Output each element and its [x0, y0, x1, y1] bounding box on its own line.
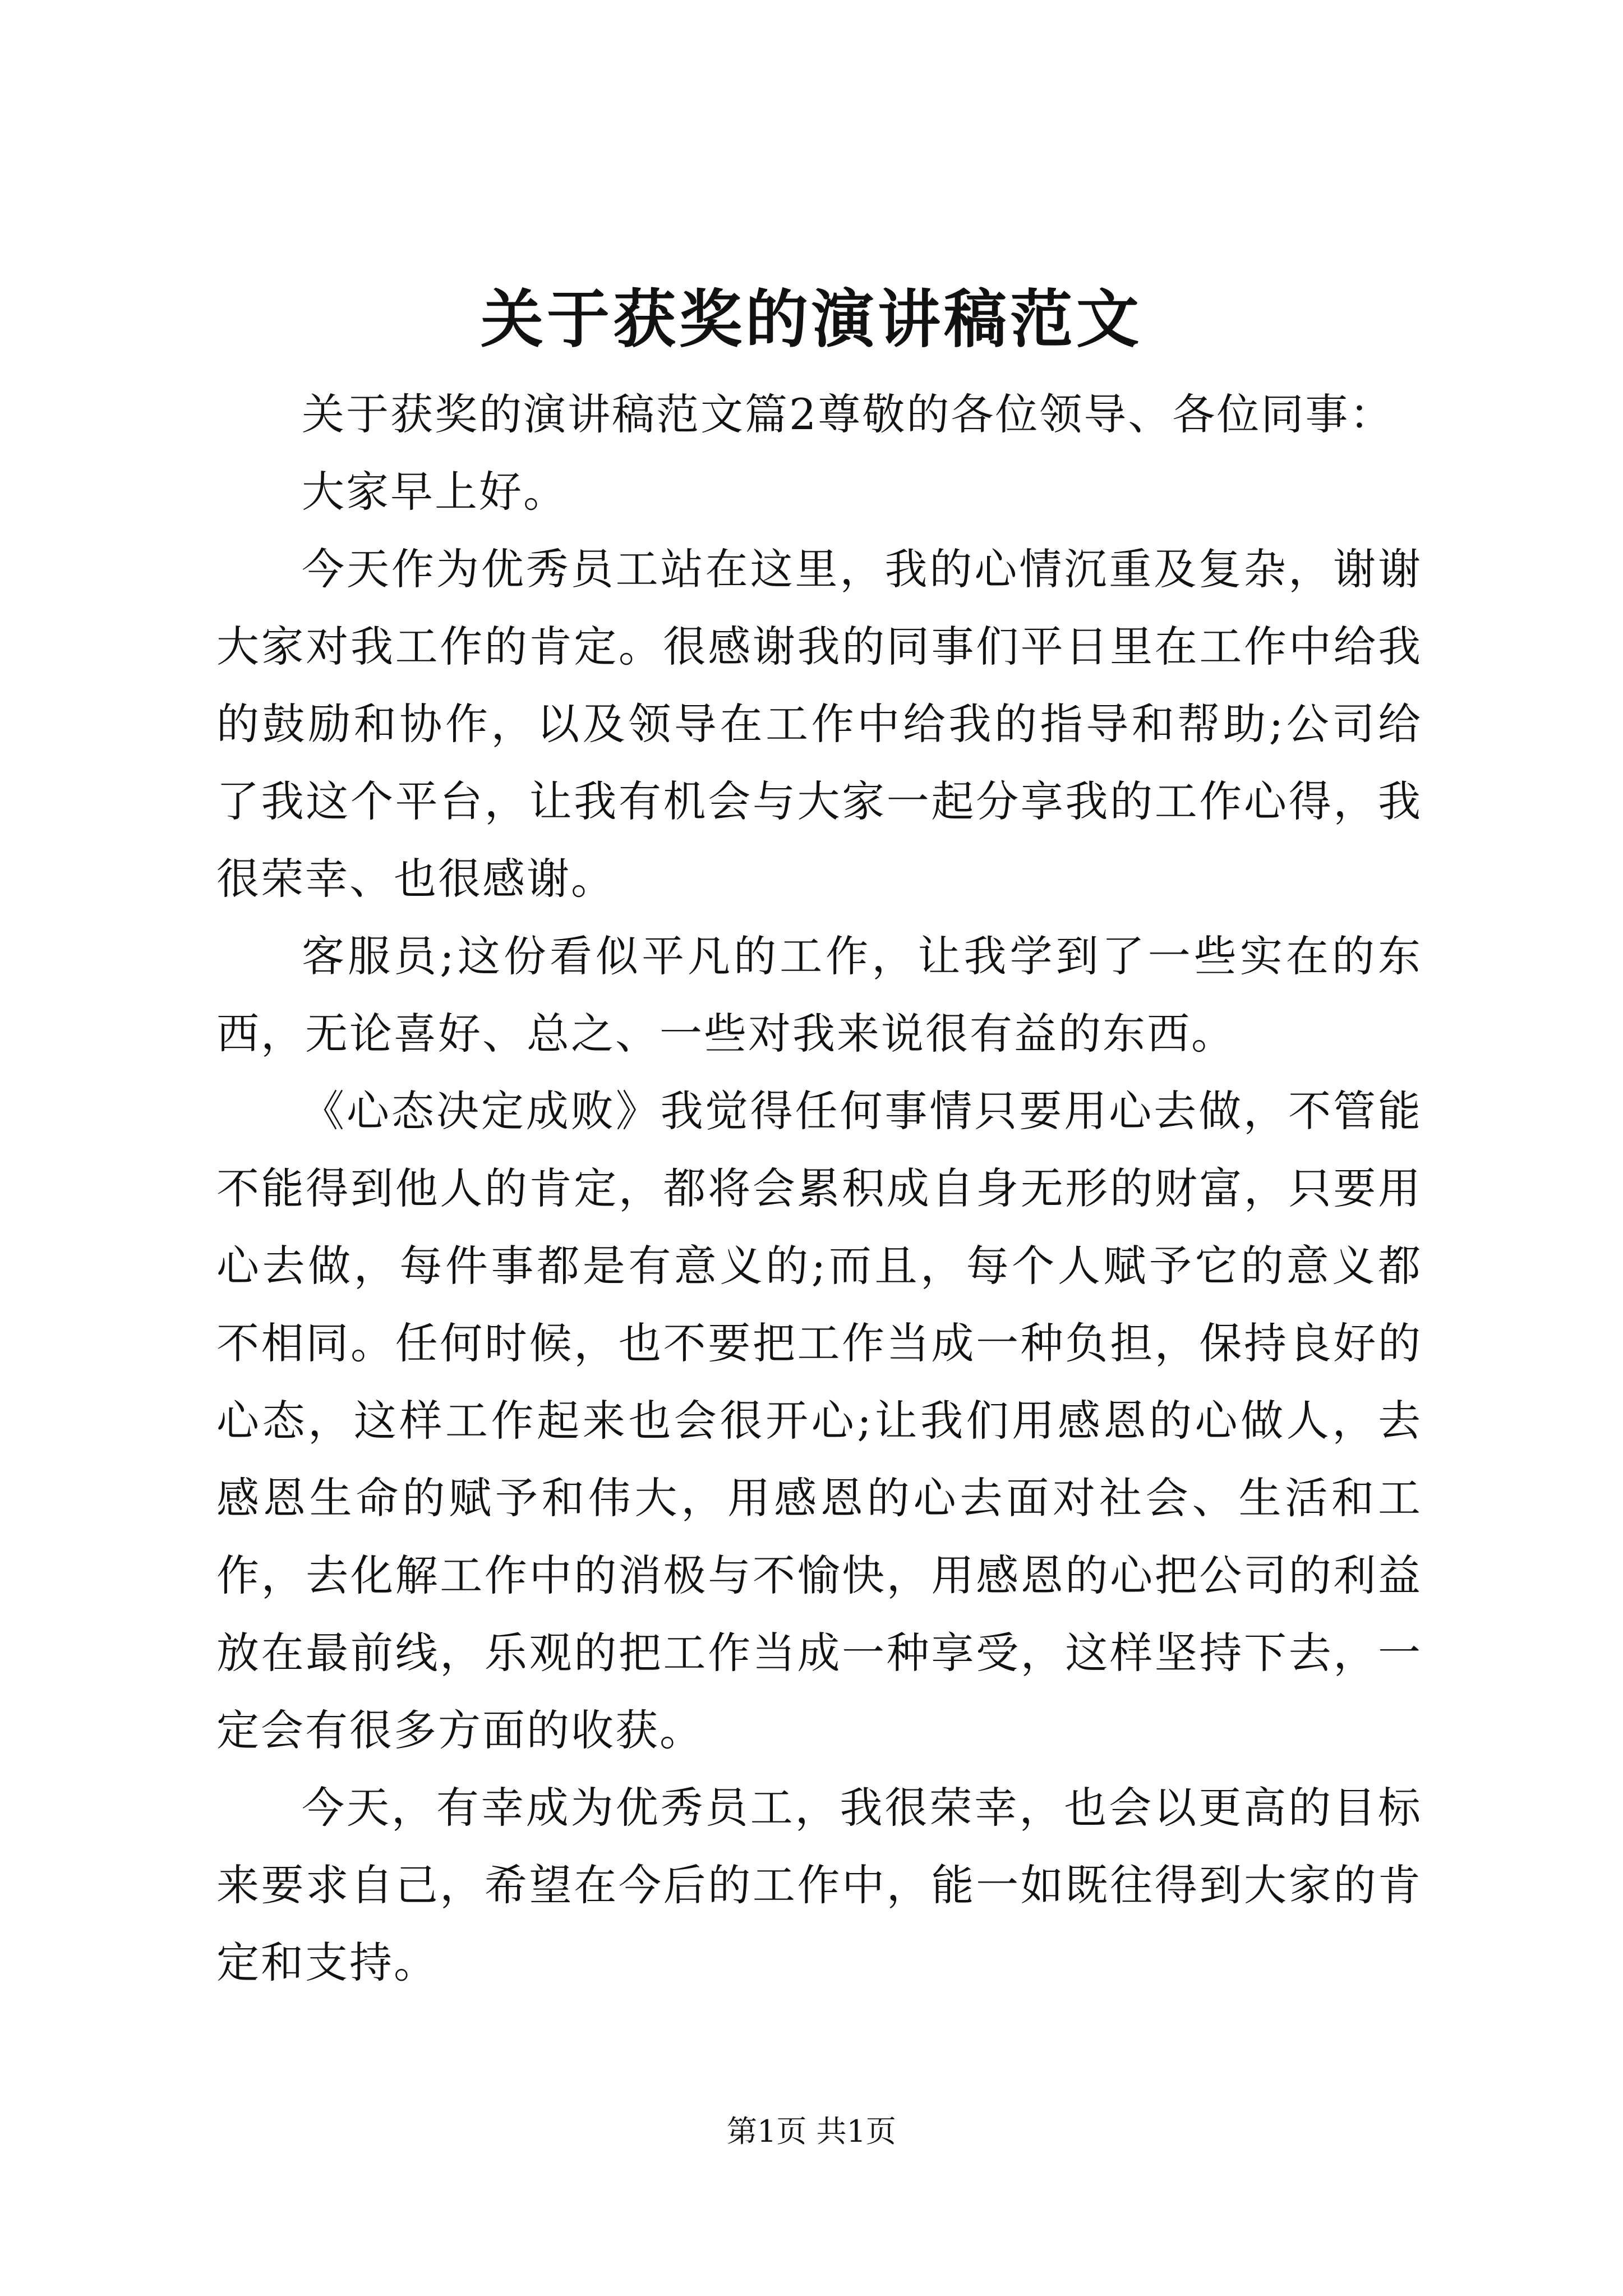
paragraph-closing: 今天，有幸成为优秀员工，我很荣幸，也会以更高的目标来要求自己，希望在今后的工作中，能一如既往得到大家的肯定和支持。 [216, 1783, 1422, 1987]
paragraph-customer-service: 客服员;这份看似平凡的工作，让我学到了一些实在的东西，无论喜好、总之、一些对我来说很有益的东西。 [216, 931, 1422, 1059]
page-number-footer: 第1页 共1页 [727, 2114, 896, 2149]
document-body [216, 376, 1422, 2001]
paragraph-salutation: 关于获奖的演讲稿范文篇2尊敬的各位领导、各位同事： [302, 389, 1394, 439]
paragraph-greeting: 大家早上好。 [302, 467, 568, 517]
document-title: 关于获奖的演讲稿范文 [481, 283, 1142, 356]
paragraph-thanks: 今天作为优秀员工站在这里，我的心情沉重及复杂，谢谢大家对我工作的肯定。很感谢我的同事们平日里在工作中给我的鼓励和协作，以及领导在工作中给我的指导和帮助;公司给了我这个平台，让我有机会与大家一起分享我的工作心得，我很荣幸、也很感谢。 [216, 544, 1422, 904]
paragraph-attitude: 《心态决定成败》我觉得任何事情只要用心去做，不管能不能得到他人的肯定，都将会累积成自身无形的财富，只要用心去做，每件事都是有意义的;而且，每个人赋予它的意义都不相同。任何时候，也不要把工作当成一种负担，保持良好的心态，这样工作起来也会很开心;让我们用感恩的心做人，去感恩生命的赋予和伟大，用感恩的心去面对社会、生活和工作，去化解工作中的消极与不愉快，用感恩的心把公司的利益放在最前线，乐观的把工作当成一种享受，这样坚持下去，一定会有很多方面的收获。 [216, 1086, 1422, 1755]
